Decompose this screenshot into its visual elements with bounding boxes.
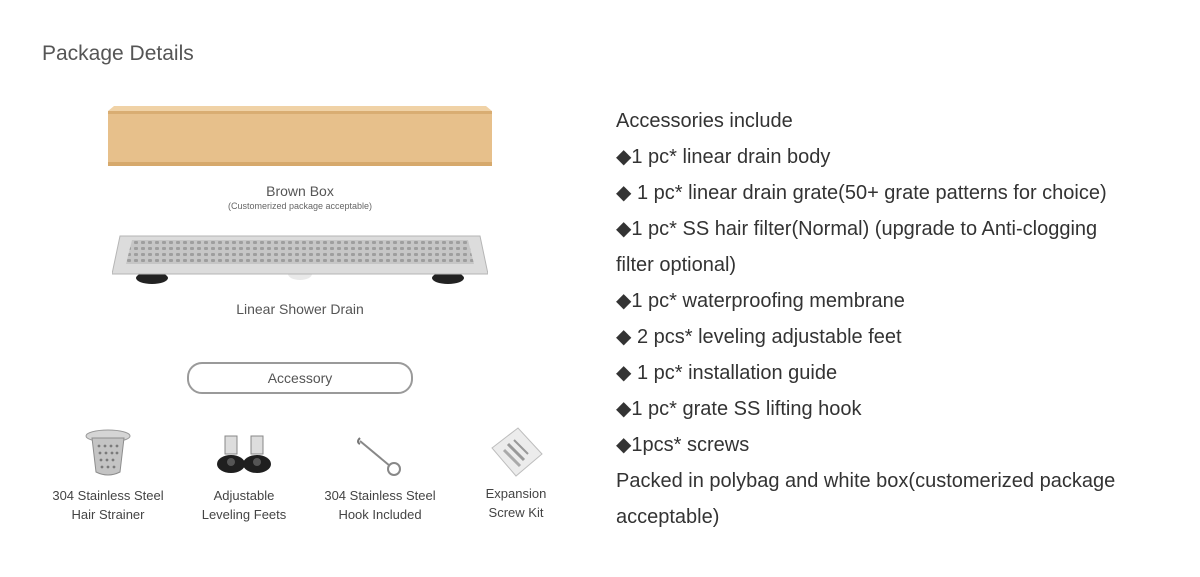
- detail-line: ◆1 pc* linear drain body: [616, 146, 831, 168]
- lifting-hook-label-line1: 304 Stainless Steel: [324, 488, 436, 503]
- screw-kit-label: [448, 484, 584, 522]
- lifting-hook-icon: [350, 428, 410, 480]
- detail-line: acceptable): [616, 506, 720, 528]
- detail-line: ◆ 2 pcs* leveling adjustable feet: [616, 326, 902, 348]
- leveling-feet-label-line1: Adjustable: [213, 488, 275, 503]
- leveling-feet-label-line2: Leveling Feets: [201, 507, 287, 522]
- hair-strainer-icon: [83, 428, 133, 480]
- detail-line: ◆1 pc* SS hair filter(Normal) (upgrade to Anti-clogging: [616, 218, 1098, 240]
- detail-line: ◆1 pc* grate SS lifting hook: [616, 398, 862, 420]
- lifting-hook-item: [312, 428, 448, 524]
- detail-line: Accessories include: [616, 110, 793, 132]
- hair-strainer-label: [40, 486, 176, 524]
- detail-line: ◆1 pc* waterproofing membrane: [616, 290, 905, 312]
- lifting-hook-label-line2: Hook Included: [338, 507, 422, 522]
- lifting-hook-label: [312, 486, 448, 524]
- brown-box-note: (Customerized package acceptable): [227, 201, 373, 211]
- hair-strainer-label-line2: Hair Strainer: [71, 507, 145, 522]
- detail-line: ◆1pcs* screws: [616, 434, 750, 456]
- screw-kit-label-line1: Expansion: [485, 486, 547, 501]
- leveling-feet-item: [176, 428, 312, 524]
- screw-kit-item: [448, 426, 584, 522]
- screw-kit-icon: [486, 426, 546, 478]
- detail-line: filter optional): [616, 254, 737, 276]
- hair-strainer-label-line1: 304 Stainless Steel: [52, 488, 164, 503]
- page-title: Package Details: [42, 42, 194, 65]
- linear-drain-image: [112, 234, 488, 290]
- hair-strainer-item: [40, 428, 176, 524]
- accessory-button[interactable]: Accessory: [187, 362, 413, 394]
- detail-line: Packed in polybag and white box(customerized package: [616, 470, 1116, 492]
- detail-line: ◆ 1 pc* installation guide: [616, 362, 838, 384]
- detail-line: ◆ 1 pc* linear drain grate(50+ grate patterns for choice): [616, 182, 1107, 204]
- brown-box-caption: Brown Box: [266, 183, 334, 199]
- brown-box-image: [108, 106, 492, 166]
- leveling-feet-icon: [209, 428, 279, 480]
- linear-drain-caption: Linear Shower Drain: [236, 301, 364, 317]
- screw-kit-label-line2: Screw Kit: [488, 505, 544, 520]
- package-details-list: [616, 103, 1176, 535]
- leveling-feet-label: [176, 486, 312, 524]
